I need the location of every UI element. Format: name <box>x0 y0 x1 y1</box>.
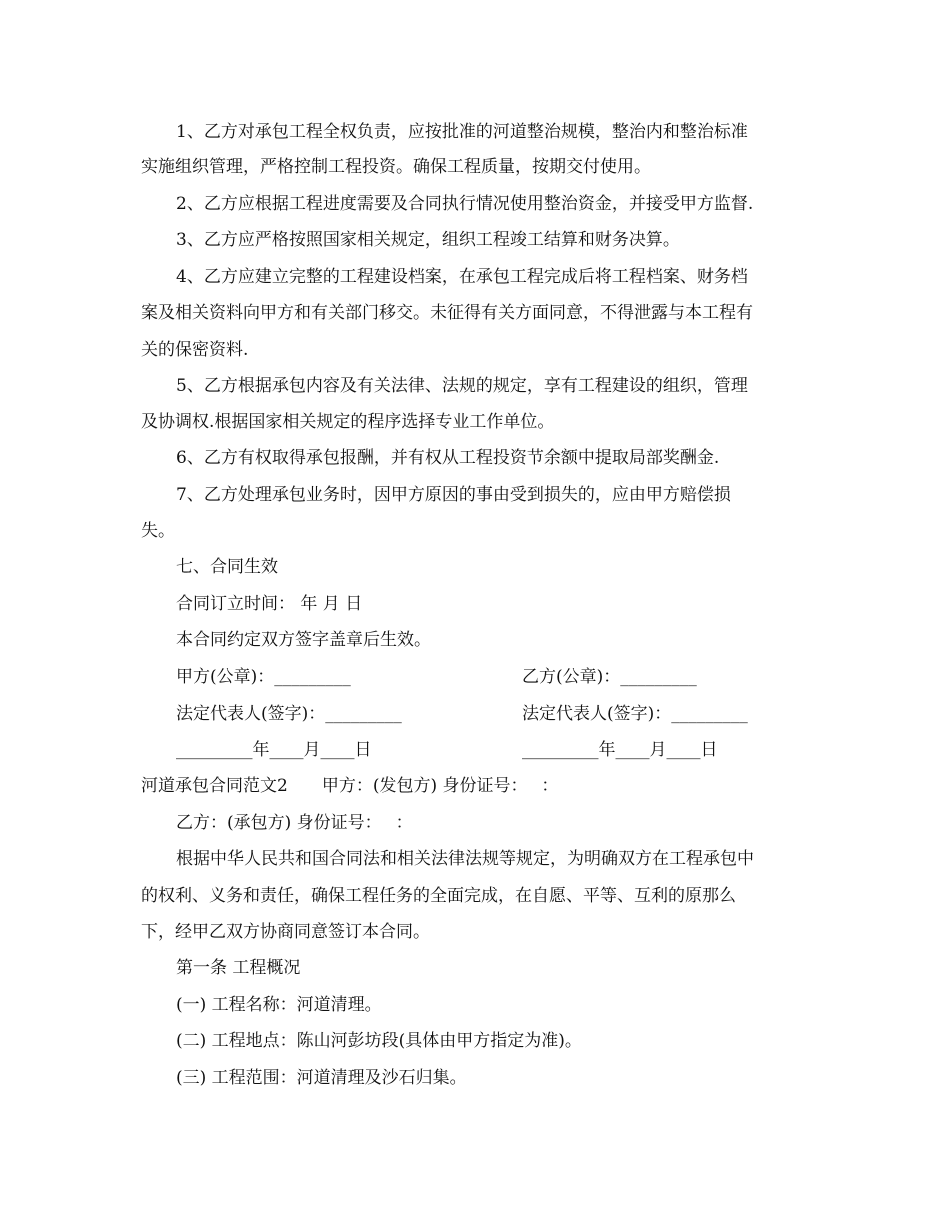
party-a-date: _________年____月____日 <box>176 740 372 760</box>
obligation-5-line-2: 及协调权.根据国家相关规定的程序选择专业工作单位。 <box>141 412 555 432</box>
item-project-location: (二) 工程地点：陈山河彭坊段(具体由甲方指定为准)。 <box>176 1031 582 1051</box>
obligation-7-line-1: 7、乙方处理承包业务时，因甲方原因的事由受到损失的，应由甲方赔偿损 <box>176 485 731 505</box>
obligation-2: 2、乙方应根据工程进度需要及合同执行情况使用整治资金，并接受甲方监督. <box>176 194 754 214</box>
article-1-title: 第一条 工程概况 <box>176 958 301 978</box>
party-a-seal: 甲方(公章)：_________ <box>176 667 351 687</box>
contract-2-header: 河道承包合同范文2 甲方：(发包方) 身份证号： ： <box>141 776 559 796</box>
obligation-5-line-1: 5、乙方根据承包内容及有关法律、法规的规定，享有工程建设的组织，管理 <box>176 376 748 396</box>
obligation-3: 3、乙方应严格按照国家相关规定，组织工程竣工结算和财务决算。 <box>176 230 680 250</box>
obligation-4-line-1: 4、乙方应建立完整的工程建设档案，在承包工程完成后将工程档案、财务档 <box>176 267 748 287</box>
party-b-seal: 乙方(公章)：_________ <box>522 667 697 687</box>
preamble-line-3: 下，经甲乙双方协商同意签订本合同。 <box>141 922 430 942</box>
effective-clause: 本合同约定双方签字盖章后生效。 <box>176 630 431 650</box>
obligation-6: 6、乙方有权取得承包报酬，并有权从工程投资节余额中提取局部奖酬金. <box>176 448 720 468</box>
obligation-4-line-3: 关的保密资料. <box>141 340 249 360</box>
sign-date-line: 合同订立时间： 年 月 日 <box>176 594 363 614</box>
item-project-name: (一) 工程名称：河道清理。 <box>176 995 382 1015</box>
party-a-representative: 法定代表人(签字)：_________ <box>176 704 402 724</box>
obligation-1-line-1: 1、乙方对承包工程全权负责，应按批准的河道整治规模，整治内和整治标准 <box>176 122 748 142</box>
preamble-line-2: 的权利、义务和责任，确保工程任务的全面完成，在自愿、平等、互利的原那么 <box>141 886 736 906</box>
item-project-scope: (三) 工程范围：河道清理及沙石归集。 <box>176 1068 467 1088</box>
party-b-date: _________年____月____日 <box>522 740 718 760</box>
obligation-7-line-2: 失。 <box>141 521 175 541</box>
obligation-1-line-2: 实施组织管理，严格控制工程投资。确保工程质量，按期交付使用。 <box>141 157 651 177</box>
section-7-title: 七、合同生效 <box>176 557 278 577</box>
party-b-representative: 法定代表人(签字)：_________ <box>522 704 748 724</box>
preamble-line-1: 根据中华人民共和国合同法和相关法律法规等规定，为明确双方在工程承包中 <box>176 849 754 869</box>
obligation-4-line-2: 案及相关资料向甲方和有关部门移交。未征得有关方面同意，不得泄露与本工程有 <box>141 303 753 323</box>
contract-2-party-b: 乙方：(承包方) 身份证号： ： <box>176 813 413 833</box>
